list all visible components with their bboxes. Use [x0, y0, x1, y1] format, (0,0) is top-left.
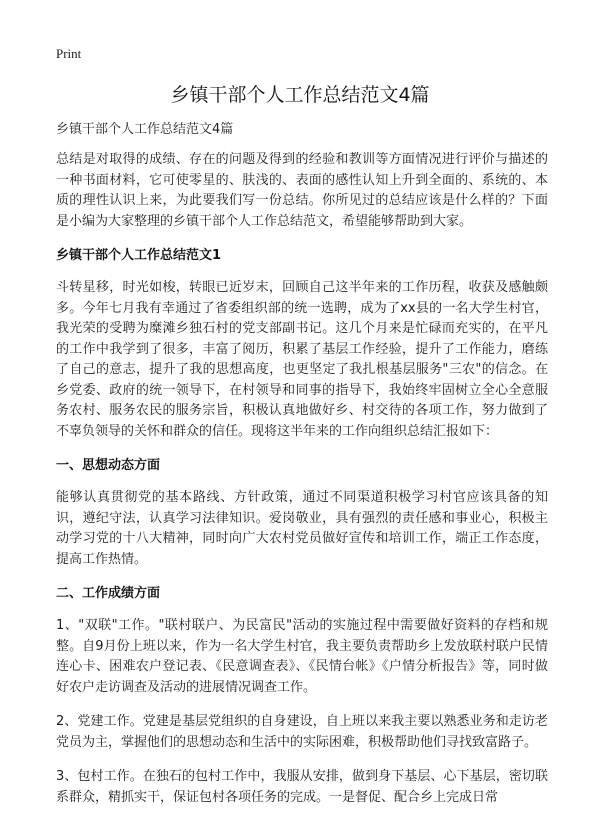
subsection-heading-results: 二、工作成绩方面 — [56, 586, 161, 601]
print-link[interactable]: Print — [56, 46, 82, 61]
article-body — [56, 120, 548, 822]
article-subtitle: 乡镇干部个人工作总结范文4篇 — [56, 122, 234, 137]
page-title: 乡镇干部个人工作总结范文4篇 — [170, 84, 430, 106]
results-item-2: 2、党建工作。党建是基层党组织的自身建设，自上班以来我主要以熟悉业务和走访老党员为主，掌握他们的思想动态和生活中的实际困难，积极帮助他们寻找致富路子。 — [56, 714, 548, 750]
intro-paragraph: 总结是对取得的成绩、存在的问题及得到的经验和教训等方面情况进行评价与描述的一种书面材料，它可使零星的、肤浅的、表面的感性认知上升到全面的、系统的、本质的理性认识上来，为此要我们写一份总结。你所见过的总结应该是什么样的？下面是小编为大家整理的乡镇干部个人工作总结范文，希望能够帮助到大家。 — [56, 152, 548, 229]
subsection-heading-thought: 一、思想动态方面 — [56, 458, 161, 473]
section-heading: 乡镇干部个人工作总结范文1 — [56, 248, 222, 263]
results-item-3: 3、包村工作。在独石的包村工作中，我服从安排，做到身下基层、心下基层，密切联系群众，精抓实干，保证包村各项任务的完成。一是督促、配合乡上完成日常 — [56, 769, 548, 805]
results-item-1: 1、"双联"工作。"联村联户、为民富民"活动的实施过程中需要做好资料的存档和规整。自9月份上班以来，作为一名大学生村官，我主要负责帮助乡上发放联村联户民情连心卡、困难农户登记表、《民意调查表》、《民情台帐》《户情分析报告》等，同时做好农户走访调查及活动的进展情况调查工作。 — [56, 618, 548, 695]
section-paragraph: 斗转星移，时光如梭，转眼已近岁末，回顾自己这半年来的工作历程，收获及感触颇多。今年七月我有幸通过了省委组织部的统一选聘，成为了xx县的一名大学生村官，我光荣的受聘为糜滩乡独石村的党支部副书记。这几个月来是忙碌而充实的，在平凡的工作中我学到了很多，丰富了阅历，积累了基层工作经验，提升了工作能力，磨练了自己的意志，提升了我的思想高度，也更坚定了我扎根基层服务"三农"的信念。在乡党委、政府的统一领导下，在村领导和同事的指导下，我始终牢固树立全心全意服务农村、服务农民的服务宗旨，积极认真地做好乡、村交待的各项工作，努力做到了不辜负领导的关怀和群众的信任。现将这半年来的工作向组织总结汇报如下： — [56, 280, 548, 439]
thought-paragraph: 能够认真贯彻党的基本路线、方针政策，通过不同渠道积极学习村官应该具备的知识，遵纪守法，认真学习法律知识。爱岗敬业，具有强烈的责任感和事业心，积极主动学习党的十八大精神，同时向广大农村党员做好宣传和培训工作，端正工作态度，提高工作热情。 — [56, 490, 548, 567]
